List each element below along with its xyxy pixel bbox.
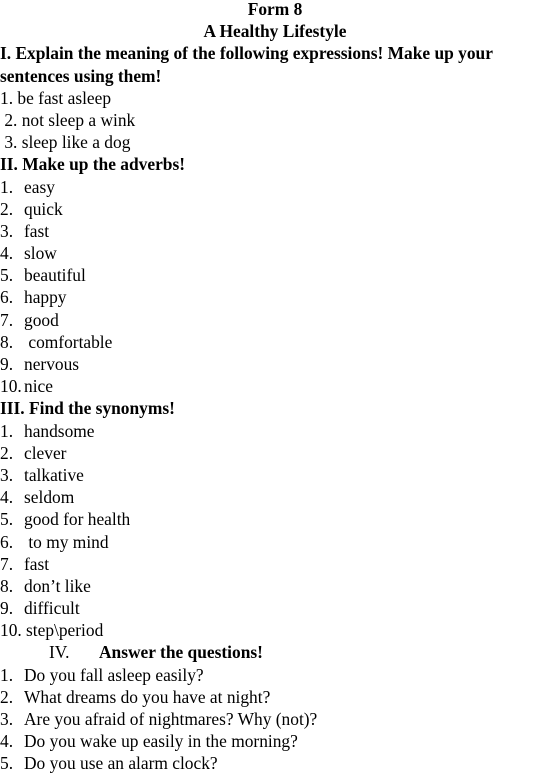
item-text: fast (24, 553, 50, 574)
section-4-heading (0, 641, 550, 663)
item-number: 2. (0, 686, 14, 707)
expression-item: 2. not sleep a wink (0, 109, 136, 130)
item-number: 3. (0, 464, 14, 485)
item-number: 5. (0, 509, 14, 530)
adverb-item (0, 286, 550, 308)
item-text: good (24, 309, 59, 330)
question-item (0, 664, 550, 686)
item-text: handsome (24, 420, 95, 441)
item-number: 5. (0, 753, 14, 774)
item-number: 4. (0, 487, 14, 508)
item-text: Are you afraid of nightmares? Why (not)? (24, 709, 318, 729)
item-text: nervous (24, 354, 80, 374)
synonym-item (0, 442, 550, 464)
section-4-numeral: IV. (49, 642, 70, 663)
section-3-heading: III. Find the synonyms! (0, 398, 175, 419)
item-text: difficult (24, 598, 80, 619)
item-text: seldom (24, 487, 75, 508)
synonym-item (0, 420, 550, 442)
item-number: 6. (0, 531, 14, 552)
item-text: fast (24, 220, 50, 241)
synonym-item (0, 553, 550, 575)
item-number: 8. (0, 575, 14, 596)
adverb-item (0, 375, 550, 397)
item-text: Do you fall asleep easily? (24, 664, 204, 685)
item-number: 8. (0, 331, 14, 352)
item-number: 4. (0, 243, 14, 264)
item-text: nice (24, 376, 53, 397)
item-text: quick (24, 198, 63, 219)
item-number: 2. (0, 198, 14, 219)
section-4-title: Answer the questions! (99, 642, 263, 663)
item-number: 6. (0, 287, 14, 308)
adverb-item (0, 220, 550, 242)
adverb-item (0, 353, 550, 375)
item-text: Do you use an alarm clock? (24, 753, 218, 774)
question-item (0, 708, 550, 730)
item-text: What dreams do you have at night? (24, 686, 271, 707)
item-text: step\period (26, 620, 104, 641)
adverb-item (0, 176, 550, 198)
item-number: 4. (0, 731, 14, 752)
item-number: 9. (0, 354, 14, 374)
worksheet-title: A Healthy Lifestyle (203, 21, 347, 42)
item-number: 7. (0, 309, 14, 330)
section-1-heading: I. Explain the meaning of the following expressions! Make up your (0, 43, 493, 64)
adverb-item (0, 309, 550, 331)
question-item (0, 686, 550, 708)
item-number: 5. (0, 265, 14, 286)
item-number: 10. (0, 376, 22, 397)
item-number: 2. (0, 442, 14, 463)
item-number: 1. (0, 664, 14, 685)
item-text: easy (24, 176, 55, 197)
adverb-item (0, 331, 550, 353)
item-number: 3. (0, 709, 14, 729)
item-number: 3. (0, 220, 14, 241)
item-text: happy (24, 287, 67, 308)
expression-item: 3. sleep like a dog (0, 132, 131, 153)
adverb-item (0, 264, 550, 286)
synonym-item (0, 597, 550, 619)
section-2-heading: II. Make up the adverbs! (0, 154, 186, 175)
adverb-item (0, 242, 550, 264)
item-text: good for health (24, 509, 131, 530)
item-number: 1. (0, 176, 14, 197)
synonym-item (0, 619, 550, 641)
item-text: talkative (24, 464, 84, 485)
adverb-item (0, 198, 550, 220)
question-item (0, 730, 550, 752)
item-number: 10. (0, 620, 22, 641)
item-text: clever (24, 442, 67, 463)
expression-item: 1. be fast asleep (0, 87, 112, 108)
form-label: Form 8 (247, 0, 303, 19)
synonym-item (0, 508, 550, 530)
question-item (0, 752, 550, 774)
synonym-item (0, 531, 550, 553)
item-text: slow (24, 243, 57, 264)
synonym-item (0, 575, 550, 597)
item-number: 1. (0, 420, 14, 441)
section-1-heading-cont: sentences using them! (0, 65, 162, 86)
item-text: comfortable (24, 331, 113, 352)
item-text: Do you wake up easily in the morning? (24, 731, 298, 752)
item-text: beautiful (24, 265, 86, 286)
item-number: 7. (0, 553, 14, 574)
item-text: don’t like (24, 575, 91, 596)
synonym-item (0, 464, 550, 486)
item-number: 9. (0, 598, 14, 619)
synonym-item (0, 486, 550, 508)
item-text: to my mind (24, 531, 109, 552)
